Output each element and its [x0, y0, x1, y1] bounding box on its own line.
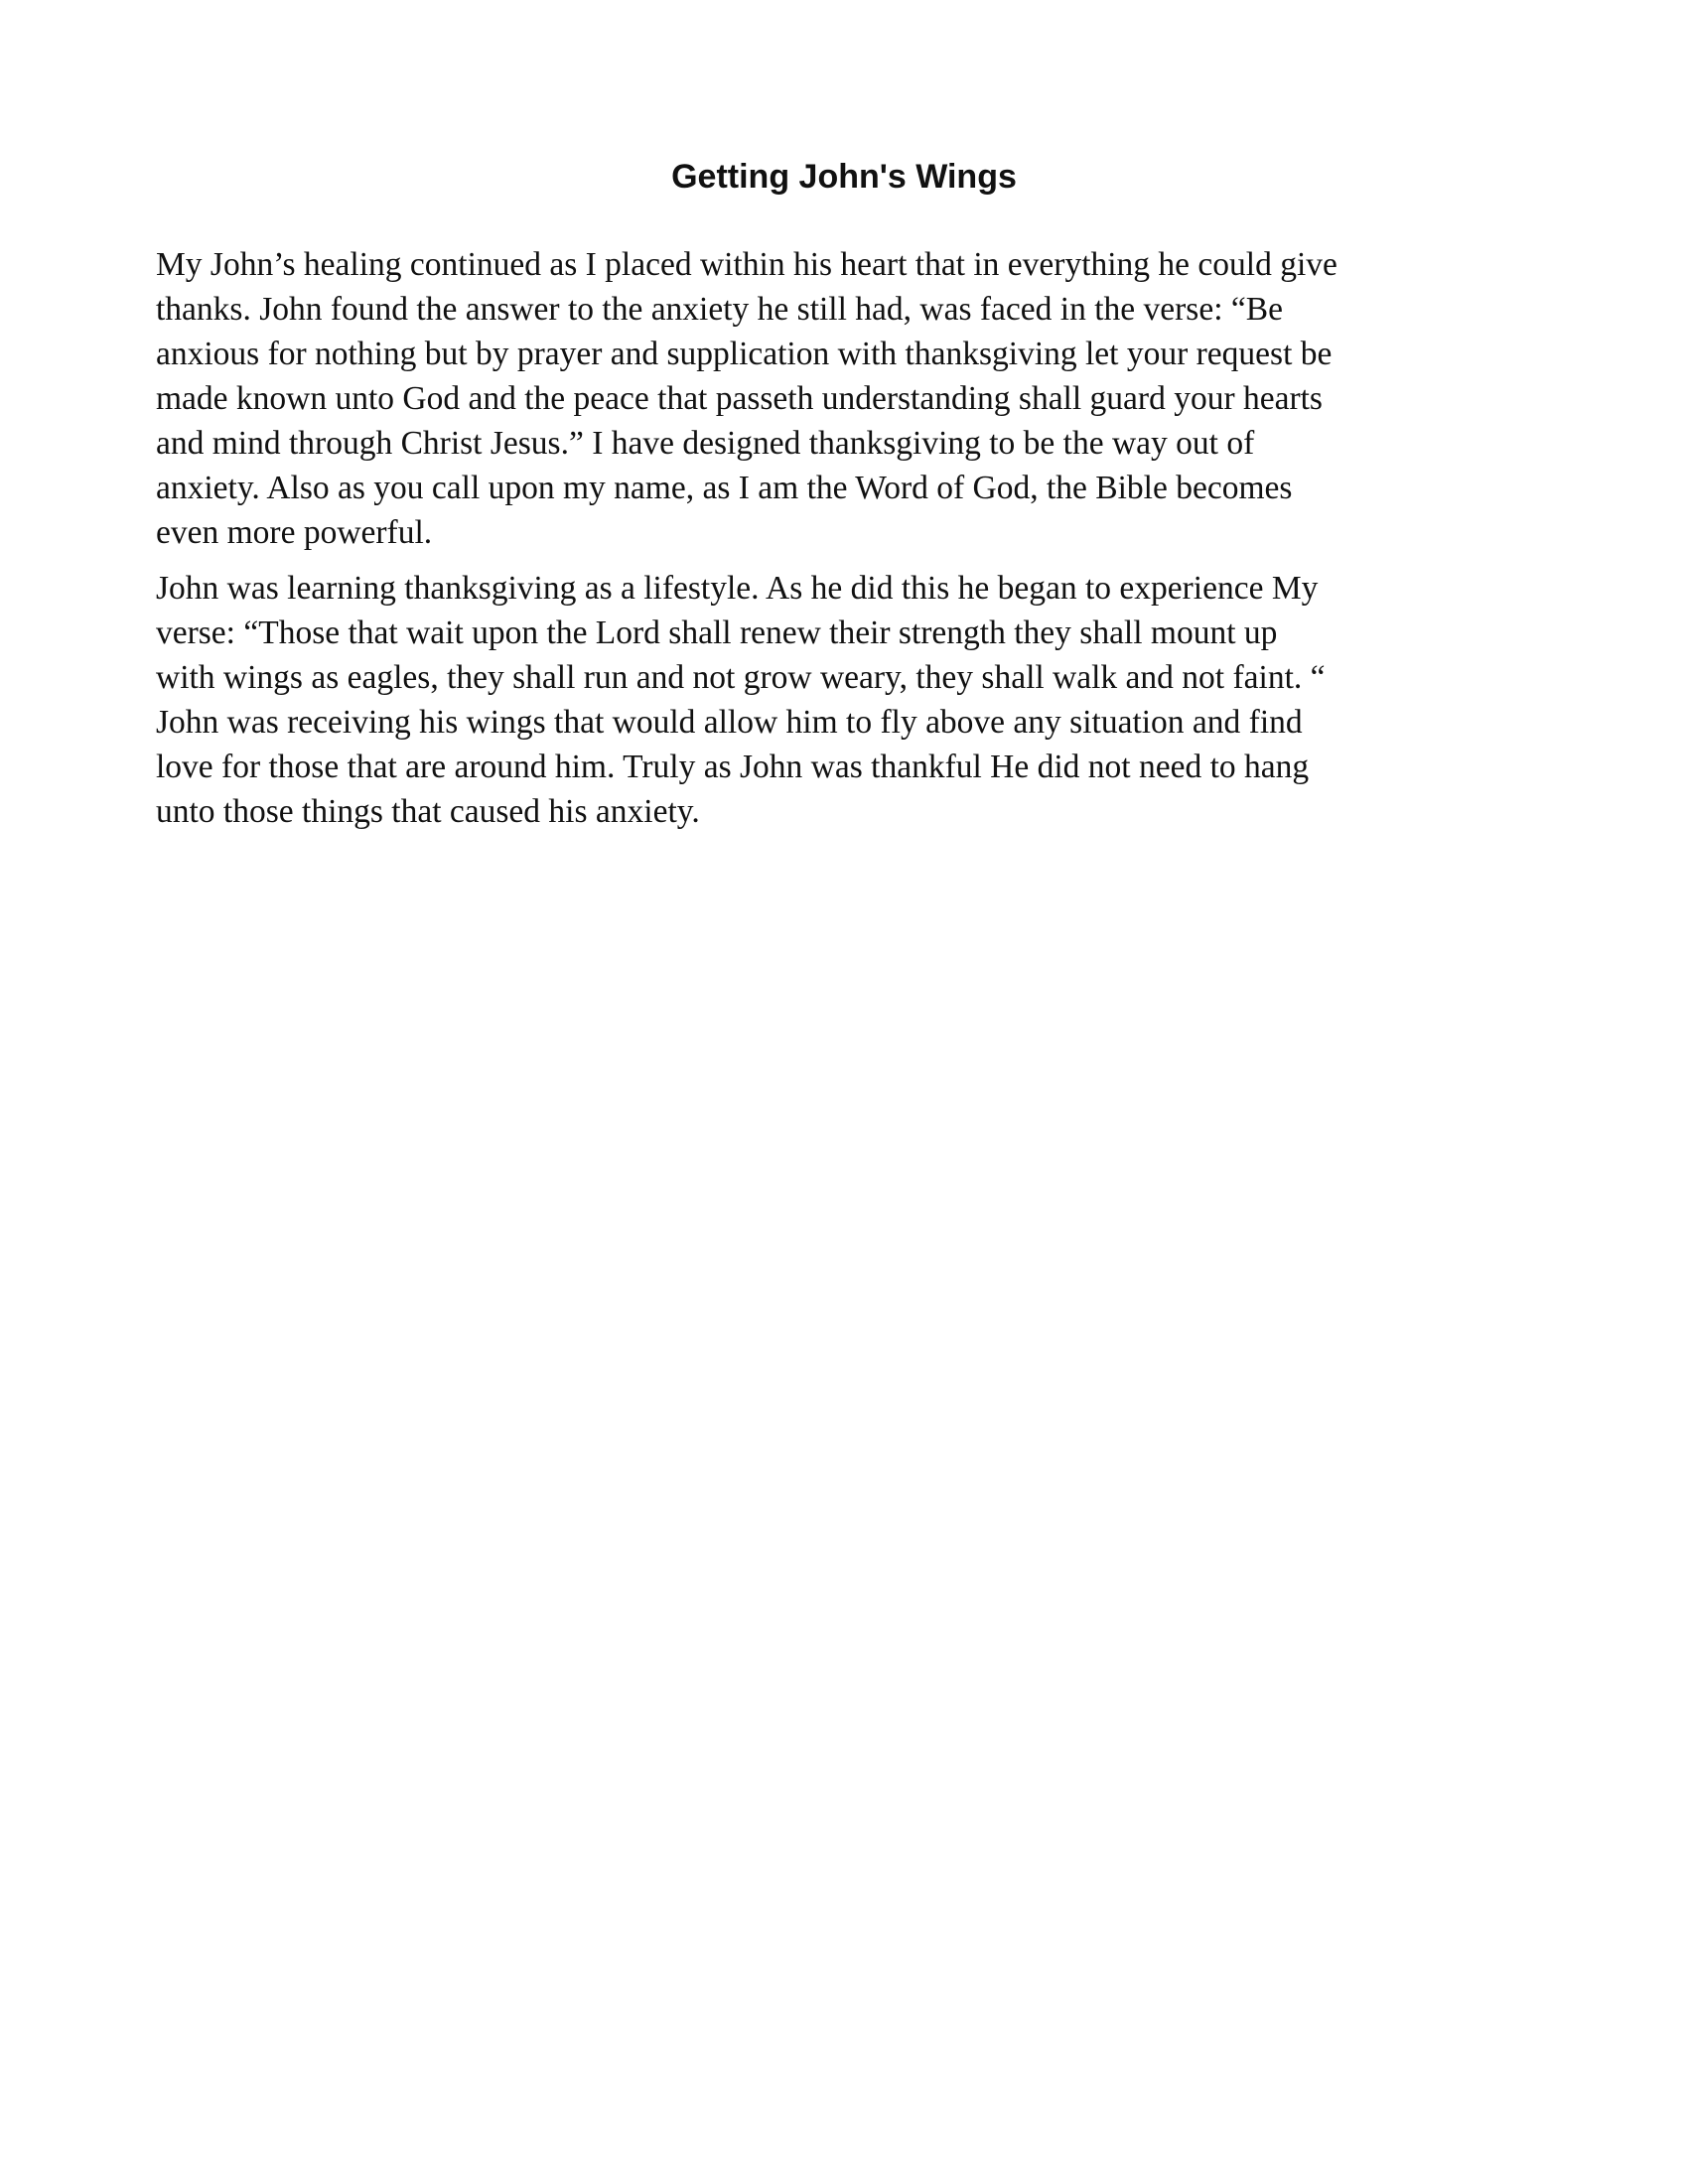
text-line: and mind through Christ Jesus.” I have designed thanksgiving to be the way out of: [156, 425, 1255, 462]
text-line: John was learning thanksgiving as a lifestyle. As he did this he began to experience My: [156, 570, 1319, 607]
text-line: verse: “Those that wait upon the Lord shall renew their strength they shall mount up: [156, 614, 1278, 651]
paragraph-2: [156, 566, 1536, 834]
document-body: [156, 242, 1536, 834]
text-line: My John’s healing continued as I placed within his heart that in everything he could give: [156, 246, 1337, 283]
document-title: Getting John's Wings: [671, 158, 1017, 196]
text-line: John was receiving his wings that would allow him to fly above any situation and find: [156, 704, 1303, 741]
paragraph-1: [156, 242, 1536, 555]
text-line: unto those things that caused his anxiety.: [156, 793, 700, 830]
text-line: anxiety. Also as you call upon my name, as I am the Word of God, the Bible becomes: [156, 470, 1293, 506]
text-line: thanks. John found the answer to the anxiety he still had, was faced in the verse: “Be: [156, 291, 1283, 328]
text-line: made known unto God and the peace that passeth understanding shall guard your hearts: [156, 380, 1323, 417]
text-line: anxious for nothing but by prayer and supplication with thanksgiving let your request be: [156, 336, 1333, 372]
text-line: love for those that are around him. Truly as John was thankful He did not need to hang: [156, 749, 1310, 785]
text-line: even more powerful.: [156, 514, 433, 551]
text-line: with wings as eagles, they shall run and not grow weary, they shall walk and not faint. “: [156, 659, 1326, 696]
